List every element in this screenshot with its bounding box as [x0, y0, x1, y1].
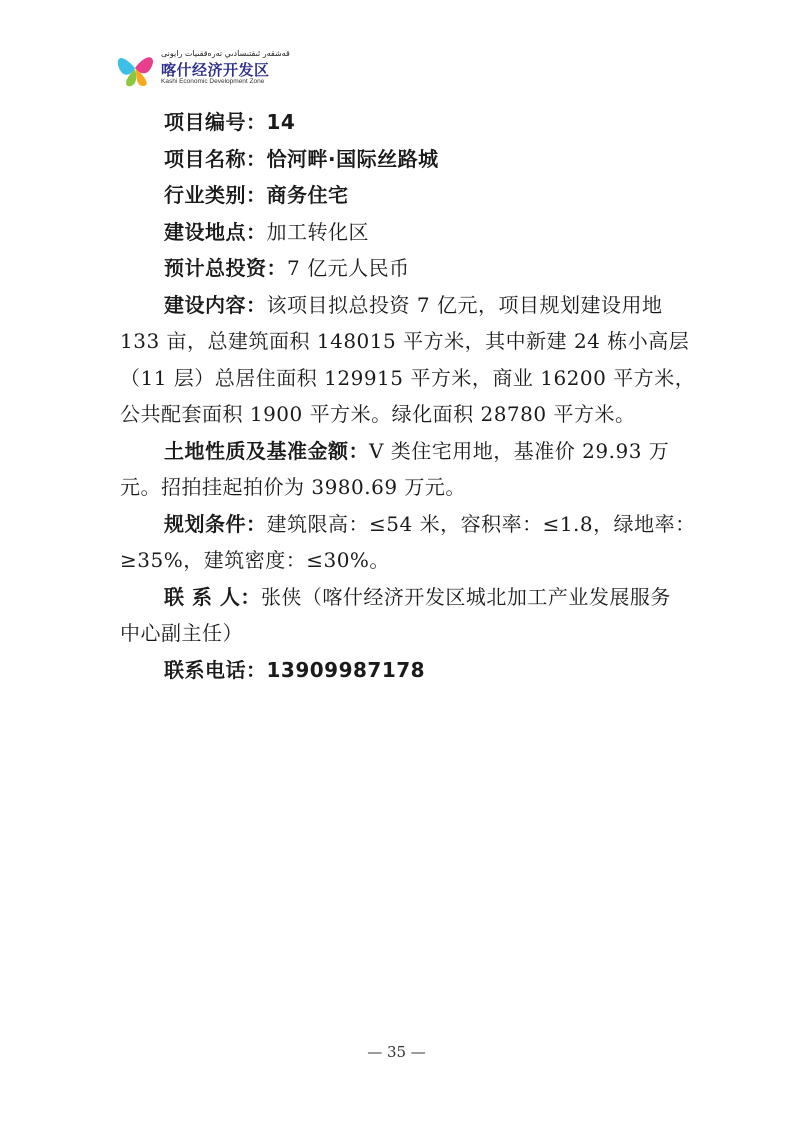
- field-text-line: V 类住宅用地，基准价 29.93 万: [369, 438, 670, 463]
- butterfly-logo-icon: [115, 48, 157, 90]
- project-number-row: [120, 104, 680, 141]
- field-text-line: 133 亩，总建筑面积 148015 平方米，其中新建 24 栋小高层: [120, 329, 690, 353]
- kashi-logo: [115, 46, 290, 94]
- field-text-line: 中心副主任）: [120, 621, 243, 645]
- logo-chinese-text: 喀什经济开发区: [161, 61, 270, 79]
- field-label: 项目编号：: [164, 110, 267, 134]
- project-details: [120, 104, 696, 688]
- field-label: 规划条件：: [164, 511, 267, 536]
- field-label: 建设内容：: [164, 292, 267, 317]
- field-text-line: ≥35%，建筑密度：≤30%。: [120, 548, 390, 572]
- field-text-line: 张侠（喀什经济开发区城北加工产业发展服务: [260, 584, 671, 609]
- logo-uyghur-text: قەشقەر ئىقتىسادىي تەرەققىيات رايونى: [161, 49, 290, 58]
- field-label: 土地性质及基准金额：: [164, 438, 369, 463]
- field-value: 加工转化区: [266, 219, 369, 244]
- construction-content-row: [120, 287, 680, 324]
- field-value: 14: [266, 110, 296, 134]
- project-name-row: [120, 141, 680, 178]
- field-value: 恰河畔·国际丝路城: [266, 146, 439, 171]
- field-label: 项目名称：: [164, 146, 267, 171]
- field-label: 联 系 人：: [164, 584, 261, 609]
- field-label: 联系电话：: [164, 657, 267, 682]
- phone-row: [120, 652, 680, 689]
- contact-row: [120, 579, 680, 616]
- field-value: 商务住宅: [266, 183, 349, 207]
- location-row: [120, 214, 680, 251]
- industry-row: [120, 177, 680, 214]
- field-label: 行业类别：: [164, 183, 267, 207]
- field-text-line: （11 层）总居住面积 129915 平方米，商业 16200 平方米，: [120, 365, 696, 390]
- field-value: 13909987178: [266, 657, 426, 682]
- field-label: 建设地点：: [164, 219, 267, 244]
- field-label: 预计总投资：: [164, 256, 287, 280]
- field-value: 7 亿元人民币: [287, 256, 410, 280]
- field-text-line: 公共配套面积 1900 平方米。绿化面积 28780 平方米。: [120, 402, 636, 426]
- field-text-line: 元。招拍挂起拍价为 3980.69 万元。: [120, 475, 466, 499]
- investment-row: [120, 250, 680, 287]
- planning-row: [120, 506, 696, 543]
- land-row: [120, 433, 680, 470]
- page-number: — 35 —: [367, 1043, 426, 1061]
- field-text-line: 该项目拟总投资 7 亿元，项目规划建设用地: [266, 292, 663, 317]
- logo-english-text: Kashi Economic Development Zone: [161, 78, 265, 85]
- field-text-line: 建筑限高：≤54 米，容积率：≤1.8，绿地率：: [266, 511, 696, 536]
